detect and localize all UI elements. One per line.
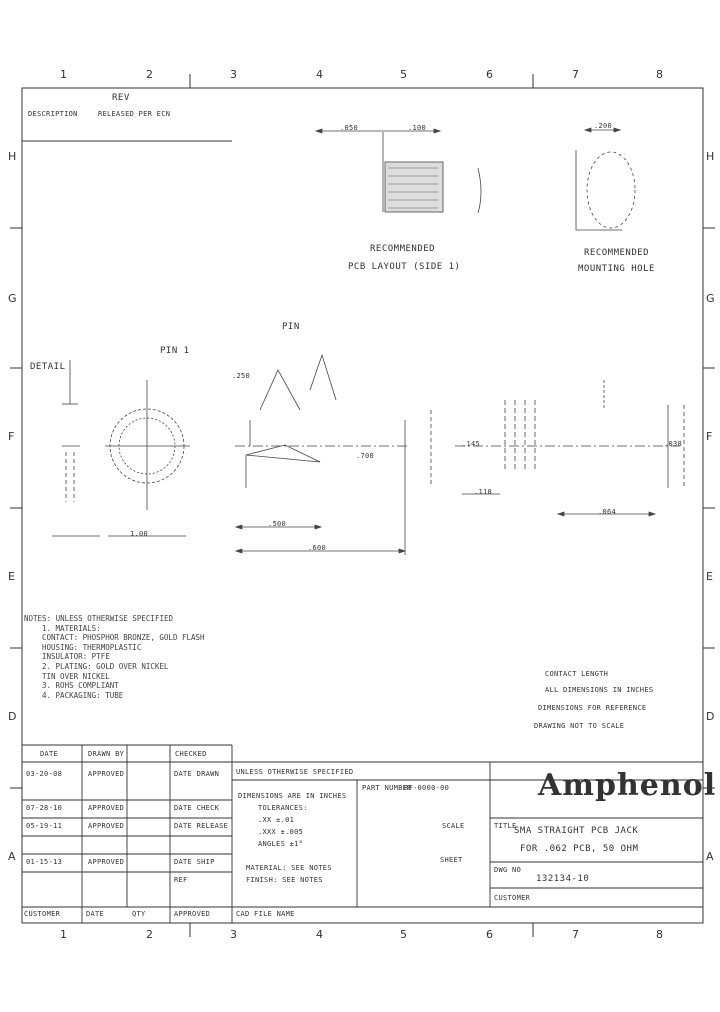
- footer-3: QTY: [132, 910, 146, 918]
- part-value: RF-0000-00: [404, 784, 450, 792]
- zone-bottom-1: 1: [60, 928, 67, 941]
- zone-left-a: A: [8, 850, 16, 863]
- recommended-sub: PCB LAYOUT (SIDE 1): [348, 262, 461, 272]
- footer-4: APPROVED: [174, 910, 211, 918]
- contact-note-2: ALL DIMENSIONS IN INCHES: [545, 686, 654, 694]
- zone-bottom-7: 7: [572, 928, 579, 941]
- zone-bottom-2: 2: [146, 928, 153, 941]
- note-line: 4. PACKAGING: TUBE: [42, 690, 124, 700]
- title-line2: FOR .062 PCB, 50 OHM: [520, 844, 639, 854]
- notes-block: [24, 614, 205, 700]
- dim-f: .600: [308, 544, 327, 552]
- dim-g: 1.00: [130, 530, 149, 538]
- tolerance-line: MATERIAL: SEE NOTES: [246, 864, 332, 872]
- zone-bottom-4: 4: [316, 928, 323, 941]
- tb-row1-c1: 03-20-08: [26, 770, 63, 778]
- tolerance-line: TOLERANCES:: [258, 804, 308, 812]
- tb-row3-c1: 05-19-11: [26, 822, 63, 830]
- note-line: 3. ROHS COMPLIANT: [42, 681, 119, 691]
- rev-line1: DESCRIPTION: [28, 110, 78, 118]
- zone-left-g: G: [8, 292, 17, 305]
- tb-row3-c2: APPROVED: [88, 822, 125, 830]
- note-line: 2. PLATING: GOLD OVER NICKEL: [42, 661, 169, 671]
- zone-bottom-8: 8: [656, 928, 663, 941]
- tolerance-line: .XXX ±.005: [258, 828, 304, 836]
- tb-row1-c3: DATE DRAWN: [174, 770, 220, 778]
- note-line: TIN OVER NICKEL: [42, 671, 110, 681]
- dim-i: .118: [474, 488, 493, 496]
- rev-label: REV: [112, 93, 130, 103]
- tolerance-line: DIMENSIONS ARE IN INCHES: [238, 792, 347, 800]
- zone-top-1: 1: [60, 68, 67, 81]
- tolerance-line: ANGLES ±1°: [258, 840, 304, 848]
- dim-k: .038: [664, 440, 683, 448]
- zone-top-7: 7: [572, 68, 579, 81]
- zone-right-f: F: [706, 430, 713, 443]
- tb-header-3: CHECKED: [175, 750, 207, 758]
- tolerance-line: .XX ±.01: [258, 816, 295, 824]
- sheet-label: SHEET: [440, 856, 463, 864]
- zone-right-e: E: [706, 570, 713, 583]
- zone-right-d: D: [706, 710, 715, 723]
- note-line: HOUSING: THERMOPLASTIC: [42, 642, 142, 652]
- note-line: NOTES: UNLESS OTHERWISE SPECIFIED: [24, 614, 174, 623]
- zone-bottom-5: 5: [400, 928, 407, 941]
- tb-row2-c2: APPROVED: [88, 804, 125, 812]
- mounting-label: RECOMMENDED: [584, 248, 650, 258]
- zone-left-h: H: [8, 150, 17, 163]
- tb-header-2: DRAWN BY: [88, 750, 125, 758]
- zone-top-8: 8: [656, 68, 663, 81]
- footer-2: DATE: [86, 910, 105, 918]
- zone-left-e: E: [8, 570, 15, 583]
- contact-note-4: DRAWING NOT TO SCALE: [534, 722, 625, 730]
- pin-label: PIN: [282, 322, 300, 332]
- mounting-sub: MOUNTING HOLE: [578, 264, 655, 274]
- zone-left-d: D: [8, 710, 17, 723]
- zone-right-g: G: [706, 292, 715, 305]
- tb-row2-c1: 07-28-10: [26, 804, 63, 812]
- recommended-label: RECOMMENDED: [370, 244, 436, 254]
- tb-row5-c3: REF: [174, 876, 188, 884]
- detail-label: DETAIL: [30, 362, 66, 372]
- zone-bottom-3: 3: [230, 928, 237, 941]
- dim-j: .064: [598, 508, 617, 516]
- zone-top-6: 6: [486, 68, 493, 81]
- rev-line2: RELEASED PER ECN: [98, 110, 171, 118]
- zone-right-a: A: [706, 850, 714, 863]
- tb-row3-c3: DATE RELEASE: [174, 822, 229, 830]
- tolerance-title: UNLESS OTHERWISE SPECIFIED: [236, 768, 354, 776]
- dim-e: .500: [268, 520, 287, 528]
- note-line: CONTACT: PHOSPHOR BRONZE, GOLD FLASH: [42, 633, 205, 643]
- zone-bottom-6: 6: [486, 928, 493, 941]
- scale-label: SCALE: [442, 822, 465, 830]
- dim-h: .145: [462, 440, 481, 448]
- customer-label: CUSTOMER: [494, 894, 531, 902]
- tb-row4-c2: APPROVED: [88, 858, 125, 866]
- company-logo: Amphenol: [538, 768, 717, 803]
- dwg-value: 132134-10: [536, 874, 590, 884]
- part-label: PART NUMBER: [362, 784, 412, 792]
- footer-5: CAD FILE NAME: [236, 910, 295, 918]
- tb-row2-c3: DATE CHECK: [174, 804, 220, 812]
- contact-note-1: CONTACT LENGTH: [545, 670, 609, 678]
- tb-row4-c3: DATE SHIP: [174, 858, 215, 866]
- note-line: 1. MATERIALS:: [42, 623, 101, 633]
- title-line1: SMA STRAIGHT PCB JACK: [514, 826, 639, 836]
- section-label: PIN 1: [160, 346, 190, 356]
- dim-c: .200: [594, 122, 613, 130]
- tb-row4-c1: 01-15-13: [26, 858, 63, 866]
- dwg-label: DWG NO: [494, 866, 522, 874]
- zone-right-h: H: [706, 150, 715, 163]
- tb-row1-c2: APPROVED: [88, 770, 125, 778]
- tb-header-1: DATE: [40, 750, 59, 758]
- title-label: TITLE: [494, 822, 517, 830]
- footer-1: CUSTOMER: [24, 910, 61, 918]
- zone-top-5: 5: [400, 68, 407, 81]
- contact-note-3: DIMENSIONS FOR REFERENCE: [538, 704, 647, 712]
- zone-top-3: 3: [230, 68, 237, 81]
- zone-top-4: 4: [316, 68, 323, 81]
- dim-a: .050: [340, 124, 359, 132]
- dim-l: .700: [356, 452, 375, 460]
- note-line: INSULATOR: PTFE: [42, 652, 110, 662]
- dim-d: .250: [232, 372, 251, 380]
- zone-top-2: 2: [146, 68, 153, 81]
- zone-left-f: F: [8, 430, 15, 443]
- tolerance-line: FINISH: SEE NOTES: [246, 876, 323, 884]
- dim-b: .100: [408, 124, 427, 132]
